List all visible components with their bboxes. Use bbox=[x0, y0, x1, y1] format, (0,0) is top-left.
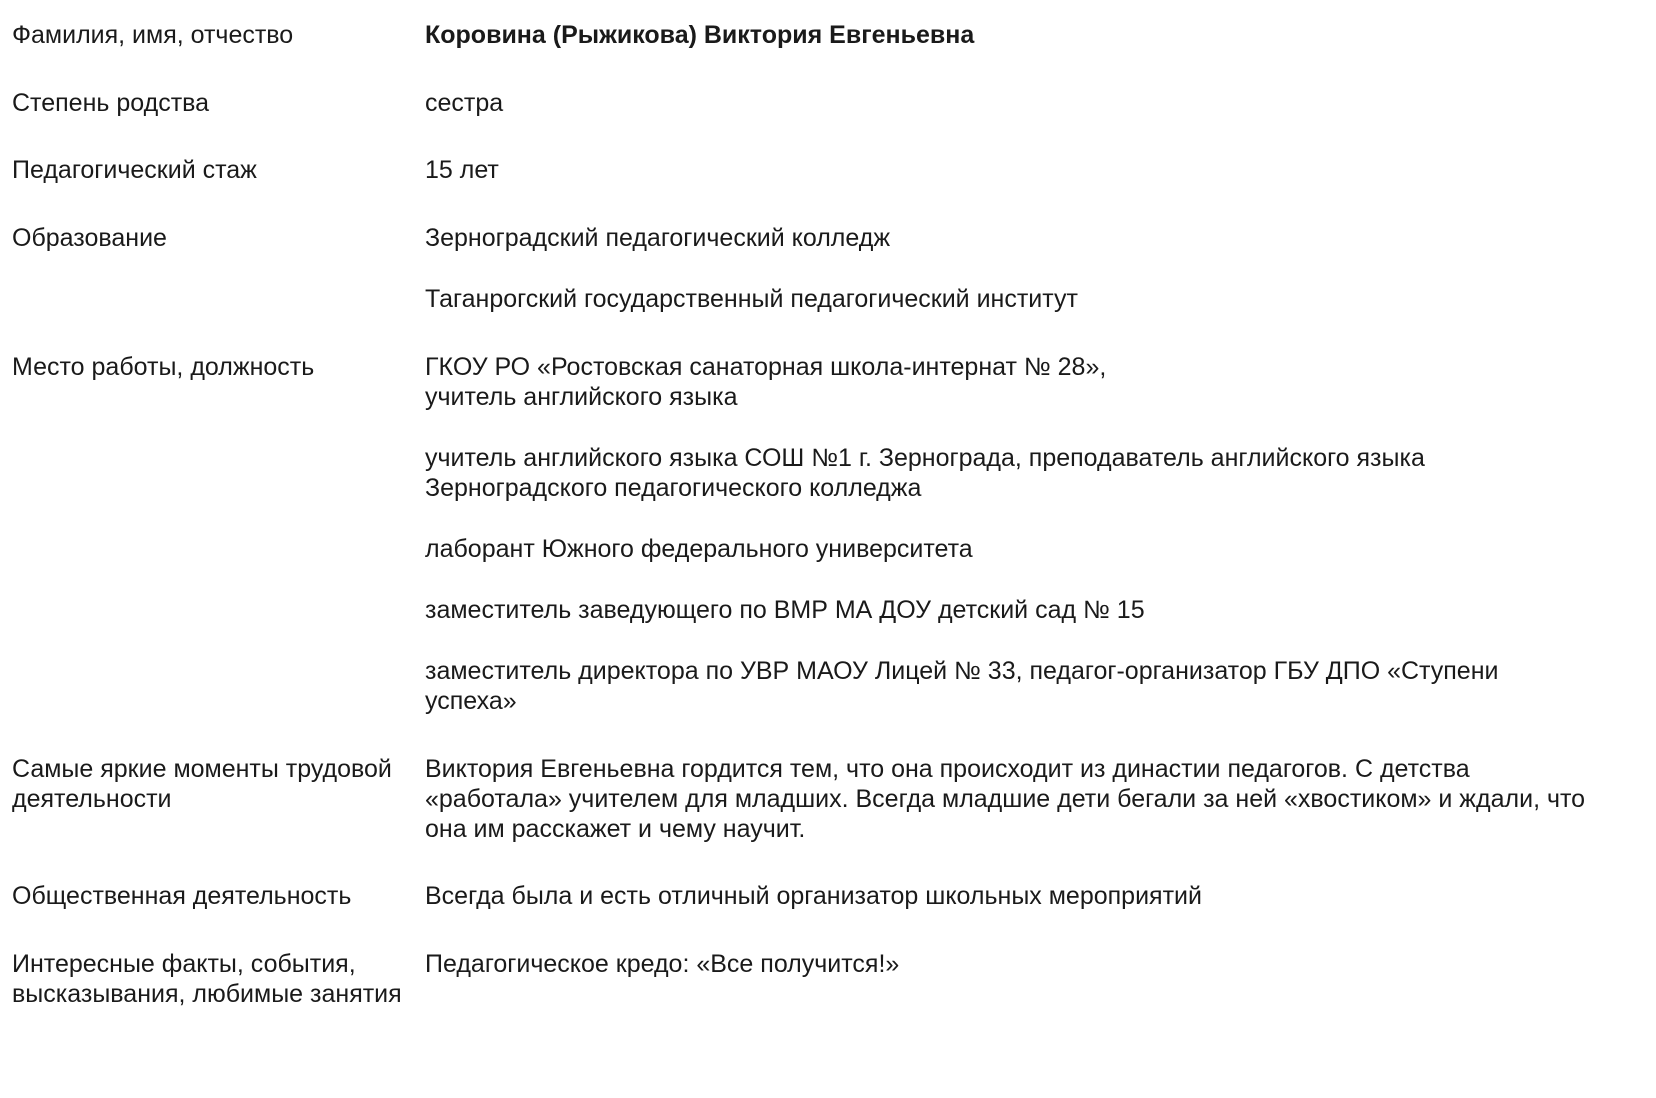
education-label: Образование bbox=[12, 224, 167, 252]
workplace-item: учитель английского языка СОШ №1 г. Зернограда, преподаватель английского языка Зерноградского педагогического колледжа bbox=[425, 444, 1425, 502]
workplace-label: Место работы, должность bbox=[12, 353, 315, 381]
workplace-item: ГКОУ РО «Ростовская санаторная школа-интернат № 28», учитель английского языка bbox=[425, 353, 1107, 411]
education-item: Зерноградский педагогический колледж bbox=[425, 224, 891, 252]
row-full-name bbox=[0, 20, 1656, 50]
workplace-list bbox=[425, 352, 1656, 716]
workplace-item: заместитель заведующего по ВМР МА ДОУ детский сад № 15 bbox=[425, 596, 1145, 624]
row-kinship bbox=[0, 88, 1656, 118]
row-moments bbox=[0, 754, 1656, 844]
row-social bbox=[0, 881, 1656, 911]
experience-label: Педагогический стаж bbox=[12, 156, 257, 184]
education-list bbox=[425, 223, 1656, 314]
education-item: Таганрогский государственный педагогический институт bbox=[425, 285, 1078, 313]
experience-value: 15 лет bbox=[425, 156, 499, 184]
row-workplace bbox=[0, 352, 1656, 716]
workplace-item: лаборант Южного федерального университета bbox=[425, 535, 973, 563]
workplace-item: заместитель директора по УВР МАОУ Лицей № 33, педагог-организатор ГБУ ДПО «Ступени успеха» bbox=[425, 657, 1499, 715]
row-experience bbox=[0, 155, 1656, 185]
social-label: Общественная деятельность bbox=[12, 882, 352, 910]
row-education bbox=[0, 223, 1656, 314]
kinship-label: Степень родства bbox=[12, 89, 210, 117]
social-value: Всегда была и есть отличный организатор школьных мероприятий bbox=[425, 882, 1202, 910]
moments-label: Самые яркие моменты трудовой деятельности bbox=[12, 755, 392, 813]
facts-value: Педагогическое кредо: «Все получится!» bbox=[425, 950, 900, 978]
kinship-value: сестра bbox=[425, 89, 504, 117]
full-name-value: Коровина (Рыжикова) Виктория Евгеньевна bbox=[425, 21, 975, 49]
row-facts bbox=[0, 949, 1656, 1009]
facts-label: Интересные факты, события, высказывания, любимые занятия bbox=[12, 950, 402, 1008]
full-name-label: Фамилия, имя, отчество bbox=[12, 21, 294, 49]
moments-value: Виктория Евгеньевна гордится тем, что она происходит из династии педагогов. С детства «работала» учителем для младших. Всегда младшие дети бегали за ней «хвостиком» и ждали, что она им расскажет и чему научит. bbox=[425, 755, 1586, 843]
